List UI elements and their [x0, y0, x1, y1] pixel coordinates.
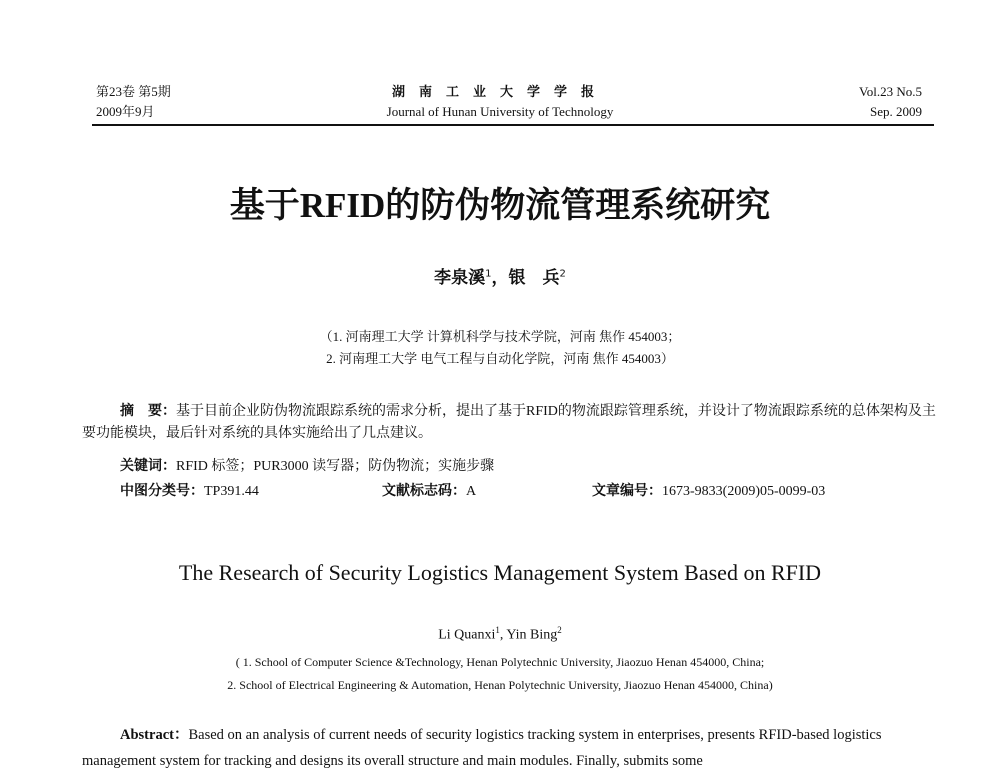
article-number-value: 1673-9833(2009)05-0099-03	[662, 484, 826, 499]
abstract-cn	[82, 400, 942, 445]
author-1-en-affil-mark: 1	[495, 625, 500, 635]
document-code-label: 文献标志码：	[382, 483, 466, 499]
clc-number	[120, 480, 259, 500]
author-1-en: Li Quanxi	[438, 627, 496, 643]
authors-en	[0, 625, 1000, 644]
affiliation-2-cn: 2. 河南理工大学 电气工程与自动化学院，河南 焦作 454003）	[326, 351, 674, 366]
article-number	[592, 480, 825, 500]
keywords-cn	[120, 455, 494, 475]
article-number-label: 文章编号：	[592, 483, 662, 499]
keywords-cn-text: RFID 标签；PUR3000 读写器；防伪物流；实施步骤	[176, 459, 495, 474]
document-code-value: A	[466, 484, 477, 499]
affiliation-1-en: ( 1. School of Computer Science &Technology, Henan Polytechnic University, Jiaozuo Henan 454000, China;	[235, 655, 765, 669]
issue-info-en	[859, 82, 922, 122]
abstract-en-text: Based on an analysis of current needs of security logistics tracking system in enterprises, presents RFID-based logistics management system for tracking and designs its overall structure and main modules. Finally, submits some	[82, 727, 882, 769]
authors-cn	[0, 263, 1000, 288]
publication-date-en: Sep. 2009	[870, 104, 922, 119]
author-separator-en: ,	[499, 627, 507, 643]
keywords-cn-label: 关键词：	[120, 458, 176, 474]
abstract-cn-label: 摘 要：	[120, 403, 176, 419]
header-divider	[92, 124, 934, 126]
author-2-affil-mark: 2	[559, 268, 566, 280]
clc-label: 中图分类号：	[120, 483, 204, 499]
document-code	[382, 480, 476, 500]
clc-value: TP391.44	[204, 484, 259, 499]
abstract-en-label: Abstract：	[120, 727, 189, 743]
journal-name-cn: 湖南工业大学学报	[391, 84, 608, 99]
affiliation-2-en: 2. School of Electrical Engineering & Automation, Henan Polytechnic University, Jiaozuo Henan 454000, China)	[227, 678, 773, 692]
affiliations-cn	[0, 326, 1000, 370]
author-separator: ，	[491, 268, 509, 288]
journal-name	[0, 82, 1000, 122]
affiliation-1-cn: （1. 河南理工大学 计算机科学与技术学院，河南 焦作 454003；	[319, 329, 681, 344]
volume-issue-en: Vol.23 No.5	[859, 84, 922, 99]
author-1-affil-mark: 1	[485, 268, 492, 280]
paper-title-cn: 基于RFID的防伪物流管理系统研究	[229, 186, 771, 225]
paper-title-en: The Research of Security Logistics Management System Based on RFID	[178, 560, 822, 585]
author-2-en: Yin Bing	[506, 627, 558, 643]
volume-issue: 第23卷 第5期	[96, 84, 171, 99]
abstract-en	[82, 722, 942, 774]
abstract-cn-text: 基于目前企业防伪物流跟踪系统的需求分析，提出了基于RFID的物流跟踪管理系统，并设计了物流跟踪系统的总体架构及主要功能模块，最后针对系统的具体实施给出了几点建议。	[82, 404, 936, 441]
publication-date: 2009年9月	[96, 104, 155, 119]
author-1-cn: 李泉溪	[434, 268, 486, 288]
author-2-cn: 银 兵	[508, 268, 560, 288]
author-2-en-affil-mark: 2	[557, 625, 562, 635]
journal-name-en: Journal of Hunan University of Technology	[386, 104, 614, 119]
affiliations-en	[0, 651, 1000, 697]
